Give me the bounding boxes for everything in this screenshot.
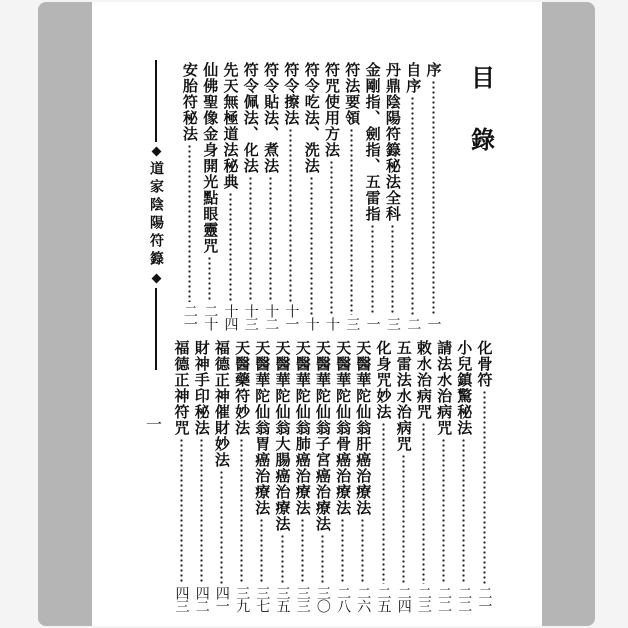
toc-entry-page: 三五 bbox=[274, 586, 291, 612]
toc-entry-page: 四一 bbox=[213, 586, 230, 612]
toc-entry-page: 二六 bbox=[355, 586, 372, 612]
toc-entry bbox=[233, 340, 251, 612]
toc-entry-title: 丹鼎陰陽符籙秘法全科 bbox=[383, 62, 402, 222]
toc-entry-page: 二 bbox=[405, 317, 422, 330]
page-number: 一 bbox=[146, 415, 163, 434]
dot-leader bbox=[301, 518, 304, 584]
dot-leader bbox=[330, 160, 333, 315]
toc-entry-page: 十 bbox=[324, 317, 340, 330]
toc-entry-title: 敕水治病咒 bbox=[414, 340, 433, 420]
toc-entry bbox=[343, 62, 361, 330]
toc-entry bbox=[455, 340, 473, 612]
toc-entry bbox=[262, 62, 280, 330]
toc-entry bbox=[201, 62, 219, 330]
toc-entry bbox=[354, 340, 372, 612]
toc-entry-title: 天醫華陀仙翁肺癌治療法 bbox=[293, 340, 312, 516]
toc-entry bbox=[253, 340, 271, 612]
dot-leader bbox=[432, 80, 435, 315]
running-head-title: 道家陰陽符籙 bbox=[148, 161, 164, 269]
toc-entry bbox=[424, 62, 442, 330]
toc-entry-title: 天醫藥符妙法 bbox=[233, 340, 252, 436]
toc-entry-page: 三 bbox=[344, 317, 361, 330]
dot-leader bbox=[208, 256, 211, 302]
toc-entry-page: 十三 bbox=[242, 304, 259, 330]
dot-leader bbox=[402, 454, 405, 584]
rule-line bbox=[155, 288, 157, 370]
diamond-ornament-icon bbox=[151, 274, 161, 284]
toc-entry-title: 化身咒妙法 bbox=[374, 340, 393, 420]
toc-entry-page: 三 bbox=[384, 317, 401, 330]
toc-entry bbox=[293, 340, 311, 612]
toc-entry-page: 二十 bbox=[202, 304, 219, 330]
toc-entry-page: 二五 bbox=[375, 586, 392, 612]
toc-entry-title: 符法要領 bbox=[343, 62, 362, 126]
dot-leader bbox=[411, 96, 414, 315]
toc-entry-title: 先天無極道法秘典 bbox=[221, 62, 240, 190]
toc-entry-page: 二一 bbox=[476, 586, 493, 612]
dot-leader bbox=[350, 128, 353, 315]
toc-entry-page: 二一 bbox=[181, 304, 198, 330]
toc-heading-char: 目 bbox=[471, 63, 495, 92]
toc-entry-title: 福德正神催財妙法 bbox=[212, 340, 231, 468]
toc-entry bbox=[383, 62, 401, 330]
toc-entry-title: 請法水治病咒 bbox=[435, 340, 454, 436]
toc-entry bbox=[212, 340, 230, 612]
toc-entry-title: 金剛指、劍指、五雷指 bbox=[363, 62, 382, 222]
toc-entry-page: 四三 bbox=[173, 586, 190, 612]
toc-entry-title: 符咒使用方法 bbox=[323, 62, 341, 158]
diamond-ornament-icon bbox=[151, 147, 161, 157]
toc-entry bbox=[394, 340, 412, 612]
dot-leader bbox=[269, 176, 272, 302]
toc-entry bbox=[334, 340, 352, 612]
toc-entry bbox=[404, 62, 422, 330]
dot-leader bbox=[229, 192, 232, 302]
toc-entry-title: 小兒鎮驚秘法 bbox=[455, 340, 474, 436]
toc-entry bbox=[363, 62, 381, 330]
dot-leader bbox=[391, 224, 394, 315]
dot-leader bbox=[371, 224, 374, 315]
dot-leader bbox=[310, 176, 313, 315]
toc-entry-title: 天醫華陀仙翁子宮癌治療法 bbox=[313, 340, 332, 532]
toc-entry-title: 符令佩法、化法 bbox=[241, 62, 260, 174]
toc-entry-page: 三三 bbox=[294, 586, 311, 612]
toc-entry-page: 二三 bbox=[415, 586, 432, 612]
toc-entry bbox=[475, 340, 493, 612]
dot-leader bbox=[483, 390, 486, 584]
toc-entry-page: 三九 bbox=[234, 586, 251, 612]
dot-leader bbox=[220, 470, 223, 584]
toc-entry-title: 序 bbox=[424, 62, 443, 78]
toc-entry-title: 福德正神符咒 bbox=[172, 340, 191, 436]
toc-heading-char: 錄 bbox=[471, 125, 495, 154]
toc-entry-page: 十二 bbox=[263, 304, 280, 330]
toc-entry-page: 三〇 bbox=[314, 586, 331, 612]
toc-entry bbox=[273, 340, 291, 612]
toc-entry-title: 自序 bbox=[404, 62, 423, 94]
toc-entry-title: 五雷法水治病咒 bbox=[394, 340, 413, 452]
toc-entry-page: 一 bbox=[425, 317, 442, 330]
toc-entry bbox=[172, 340, 190, 612]
dot-leader bbox=[260, 518, 263, 584]
toc-entry-title: 天醫華陀仙翁骨癌治療法 bbox=[334, 340, 353, 516]
toc-entry bbox=[192, 340, 210, 612]
toc-entry bbox=[414, 340, 432, 612]
toc-entry-page: 一 bbox=[364, 317, 381, 330]
dot-leader bbox=[240, 438, 243, 584]
dot-leader bbox=[281, 534, 284, 584]
dot-leader bbox=[462, 438, 465, 584]
toc-entry-title: 天醫華陀仙翁肝癌治療法 bbox=[354, 340, 373, 516]
toc-entry-title: 財神手印秘法 bbox=[192, 340, 211, 436]
dot-leader bbox=[289, 128, 292, 302]
toc-entry bbox=[313, 340, 331, 612]
toc-entry-title: 安胎符秘法 bbox=[180, 62, 199, 142]
toc-entry bbox=[323, 62, 341, 330]
dot-leader bbox=[422, 422, 425, 584]
dot-leader bbox=[188, 144, 191, 302]
dot-leader bbox=[341, 518, 344, 584]
dot-leader bbox=[361, 518, 364, 584]
toc-entry-title: 化骨符 bbox=[475, 340, 494, 388]
toc-entry bbox=[180, 62, 198, 330]
dot-leader bbox=[180, 438, 183, 584]
toc-entry bbox=[221, 62, 239, 330]
dot-leader bbox=[249, 176, 252, 302]
toc-entry-title: 符令貼法、煮法 bbox=[262, 62, 281, 174]
toc-entry-title: 天醫華陀仙翁大腸癌治療法 bbox=[273, 340, 292, 532]
running-head bbox=[146, 60, 166, 390]
toc-entry bbox=[302, 62, 320, 330]
dot-leader bbox=[382, 422, 385, 584]
toc-entry-title: 天醫華陀仙翁胃癌治療法 bbox=[253, 340, 272, 516]
rule-line bbox=[155, 60, 157, 142]
toc-entry-page: 十 bbox=[303, 317, 320, 330]
toc-entry bbox=[374, 340, 392, 612]
dot-leader bbox=[442, 438, 445, 584]
toc-entry-page: 二八 bbox=[335, 586, 352, 612]
toc-entry bbox=[241, 62, 259, 330]
toc-entry-page: 二二 bbox=[436, 586, 453, 612]
dot-leader bbox=[321, 534, 324, 584]
toc-entry-title: 符令吃法、洗法 bbox=[302, 62, 321, 174]
toc-entry-page: 三七 bbox=[254, 586, 271, 612]
toc-entry-page: 十一 bbox=[283, 304, 300, 330]
toc-entry-title: 符令擦法 bbox=[282, 62, 301, 126]
toc-entry-page: 二二 bbox=[456, 586, 473, 612]
toc-entry bbox=[282, 62, 300, 330]
toc-entry-title: 仙佛聖像金身開光點眼靈咒 bbox=[201, 62, 220, 254]
toc-entry-page: 十四 bbox=[222, 304, 239, 330]
toc-entry-page: 二四 bbox=[395, 586, 412, 612]
toc-entry-page: 四二 bbox=[193, 586, 210, 612]
toc-entry bbox=[435, 340, 453, 612]
dot-leader bbox=[200, 438, 203, 584]
